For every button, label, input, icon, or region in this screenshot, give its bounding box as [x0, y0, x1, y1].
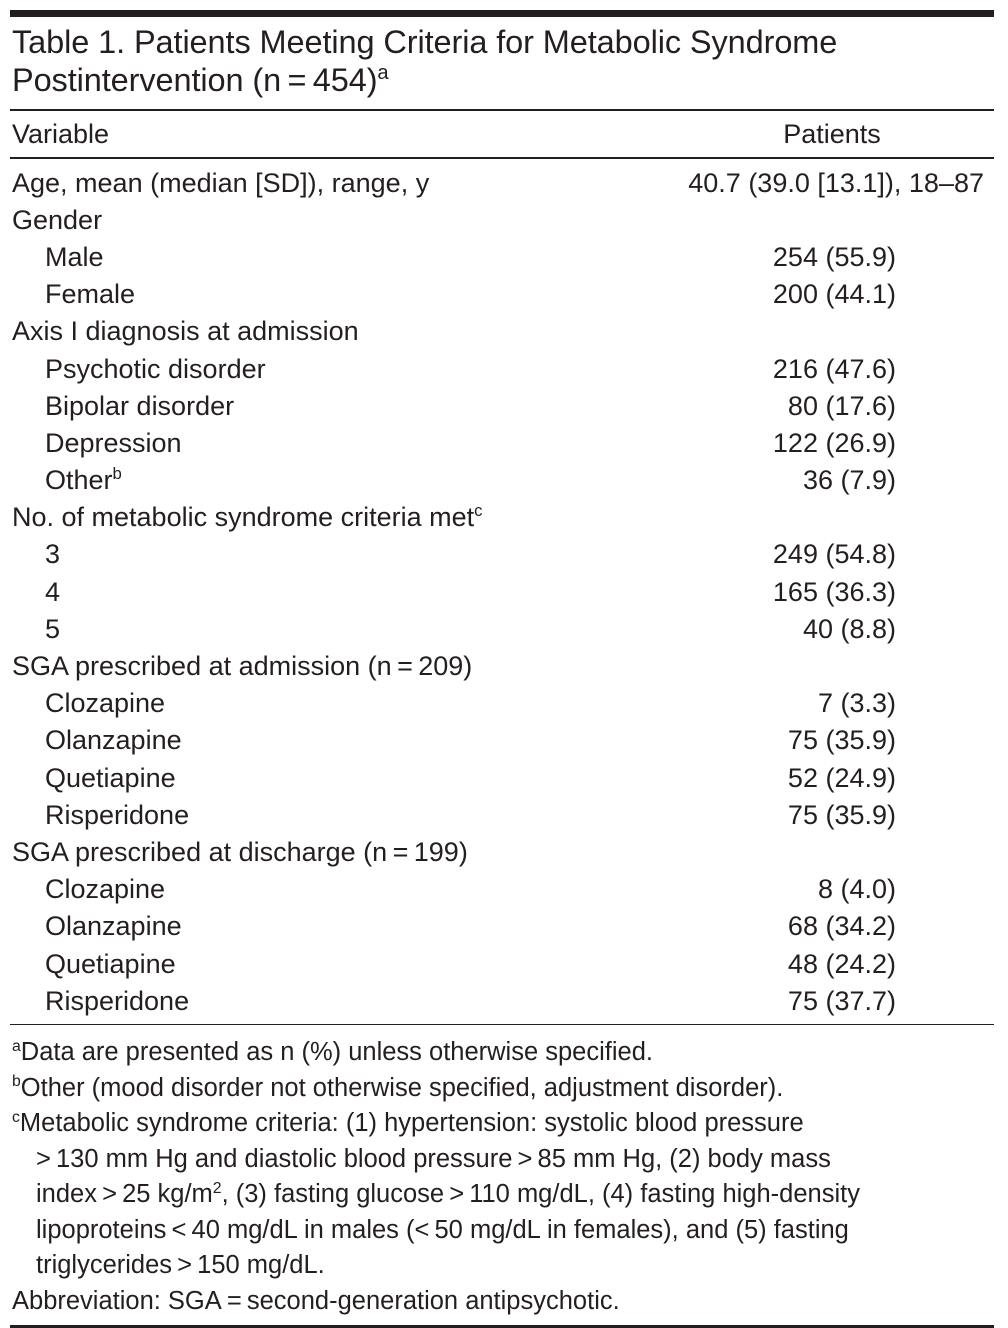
table-row	[10, 834, 994, 871]
row-value: 254 (55.9)	[772, 241, 896, 272]
table-row	[10, 239, 994, 276]
row-label-text: Female	[45, 279, 136, 310]
row-value: 75 (37.7)	[787, 985, 896, 1016]
row-label	[10, 391, 624, 422]
table-row	[10, 648, 994, 685]
table-row	[10, 908, 994, 945]
table-title-line1: Table 1. Patients Meeting Criteria for Metabolic Syndrome	[12, 24, 838, 60]
footnote-c-line3	[12, 1177, 994, 1213]
row-value: 40.7 (39.0 [13.1]), 18–87	[688, 167, 984, 198]
table-body	[10, 159, 994, 1024]
row-label-text: Olanzapine	[45, 725, 182, 756]
row-label	[10, 279, 624, 310]
row-label-text: Axis I diagnosis at admission	[12, 316, 359, 347]
row-label	[10, 651, 624, 682]
row-label-text: No. of metabolic syndrome criteria met	[12, 502, 475, 533]
table-row	[10, 611, 994, 648]
row-label-text: Clozapine	[45, 688, 166, 719]
row-label	[10, 986, 624, 1017]
footnote-c-line5: triglycerides > 150 mg/dL.	[36, 1251, 325, 1280]
table-document	[10, 0, 994, 1328]
row-label	[10, 242, 624, 273]
row-value: 75 (35.9)	[787, 725, 896, 756]
footnote-c-marker: c	[12, 1108, 20, 1126]
table-row	[10, 760, 994, 797]
footnote-c-line3a: index > 25 kg/m	[36, 1180, 213, 1209]
row-value: 7 (3.3)	[817, 688, 896, 719]
row-label-text: 5	[45, 613, 61, 644]
row-label	[10, 614, 624, 645]
row-label-text: Clozapine	[45, 874, 166, 905]
table-row	[10, 462, 994, 499]
row-value: 165 (36.3)	[772, 576, 896, 607]
footnote-c-line4: lipoproteins < 40 mg/dL in males (< 50 mg/dL in females), and (5) fasting	[36, 1215, 849, 1244]
table-title	[12, 23, 994, 99]
row-label-text: Depression	[45, 427, 182, 458]
table-row	[10, 685, 994, 722]
table-row	[10, 165, 994, 202]
row-value: 75 (35.9)	[787, 799, 896, 830]
row-label-text: Bipolar disorder	[45, 390, 235, 421]
table-row	[10, 425, 994, 462]
row-value: 216 (47.6)	[772, 353, 896, 384]
row-label	[10, 539, 624, 570]
row-label	[10, 688, 624, 719]
row-label-text: Other	[45, 465, 113, 496]
top-rule	[10, 10, 994, 17]
footnote-a	[12, 1035, 994, 1071]
row-label-text: Risperidone	[45, 985, 190, 1016]
row-label-text: 4	[45, 576, 61, 607]
row-label-text: 3	[45, 539, 61, 570]
table-row	[10, 499, 994, 536]
row-label-text: Male	[45, 241, 104, 272]
row-label-text: Risperidone	[45, 799, 190, 830]
table-row	[10, 983, 994, 1020]
row-label	[10, 465, 624, 496]
row-value: 52 (24.9)	[787, 762, 896, 793]
table-row	[10, 276, 994, 313]
row-label-footnote-marker: b	[112, 463, 122, 483]
abbreviation-note: Abbreviation: SGA = second-generation antipsychotic.	[12, 1286, 620, 1315]
row-label-text: Quetiapine	[45, 948, 176, 979]
row-value: 48 (24.2)	[787, 948, 896, 979]
row-label-text: Gender	[12, 204, 103, 235]
table-row	[10, 871, 994, 908]
row-label-text: SGA prescribed at admission (n = 209)	[12, 651, 473, 682]
row-label	[10, 502, 624, 533]
footnote-c	[12, 1106, 994, 1284]
row-label	[10, 837, 624, 868]
footnote-c-line1-wrap	[12, 1106, 994, 1142]
footnote-b-marker: b	[12, 1073, 21, 1091]
row-label	[10, 577, 624, 608]
row-value: 8 (4.0)	[817, 874, 896, 905]
row-label	[10, 874, 624, 905]
footnote-a-text: Data are presented as n (%) unless otherwise specified.	[20, 1038, 653, 1067]
row-value: 249 (54.8)	[772, 539, 896, 570]
table-title-line2-wrap	[12, 61, 994, 99]
table-title-line2: Postintervention (n = 454)	[12, 62, 378, 98]
row-label-text: SGA prescribed at discharge (n = 199)	[12, 836, 468, 867]
footnote-b-text: Other (mood disorder not otherwise specified, adjustment disorder).	[20, 1073, 784, 1102]
row-label	[10, 168, 624, 199]
footnotes	[10, 1025, 994, 1325]
table-row	[10, 574, 994, 611]
row-value: 200 (44.1)	[772, 279, 896, 310]
title-footnote-marker: a	[377, 61, 389, 84]
footnote-b	[12, 1071, 994, 1107]
row-label-text: Olanzapine	[45, 911, 182, 942]
table-row	[10, 945, 994, 982]
row-value: 68 (34.2)	[787, 911, 896, 942]
column-header-patients: Patients	[783, 118, 881, 149]
row-label-text: Age, mean (median [SD]), range, y	[12, 167, 430, 198]
table-header-row	[10, 111, 994, 157]
row-label	[10, 949, 624, 980]
footnote-c-line3-sup: 2	[212, 1179, 222, 1197]
row-value: 122 (26.9)	[772, 427, 896, 458]
row-label	[10, 725, 624, 756]
row-label	[10, 763, 624, 794]
row-value: 40 (8.8)	[802, 613, 896, 644]
table-row	[10, 350, 994, 387]
footnote-a-marker: a	[12, 1037, 21, 1055]
table-row	[10, 313, 994, 350]
table-row	[10, 388, 994, 425]
row-value: 36 (7.9)	[802, 465, 896, 496]
footnote-c-line1: Metabolic syndrome criteria: (1) hypertension: systolic blood pressure	[19, 1109, 804, 1138]
table-row	[10, 797, 994, 834]
row-label	[10, 800, 624, 831]
row-label	[10, 316, 624, 347]
table-row	[10, 202, 994, 239]
footnote-c-line2: > 130 mm Hg and diastolic blood pressure > 85 mm Hg, (2) body mass	[36, 1144, 831, 1173]
row-label-footnote-marker: c	[474, 500, 483, 520]
row-label	[10, 428, 624, 459]
row-label	[10, 911, 624, 942]
row-label	[10, 205, 624, 236]
column-header-variable: Variable	[12, 118, 110, 149]
row-value: 80 (17.6)	[787, 390, 896, 421]
row-label	[10, 354, 624, 385]
row-label-text: Psychotic disorder	[45, 353, 266, 384]
table-row	[10, 536, 994, 573]
table-row	[10, 722, 994, 759]
row-label-text: Quetiapine	[45, 762, 176, 793]
footnote-c-line3b: , (3) fasting glucose > 110 mg/dL, (4) fasting high-density	[221, 1180, 860, 1209]
